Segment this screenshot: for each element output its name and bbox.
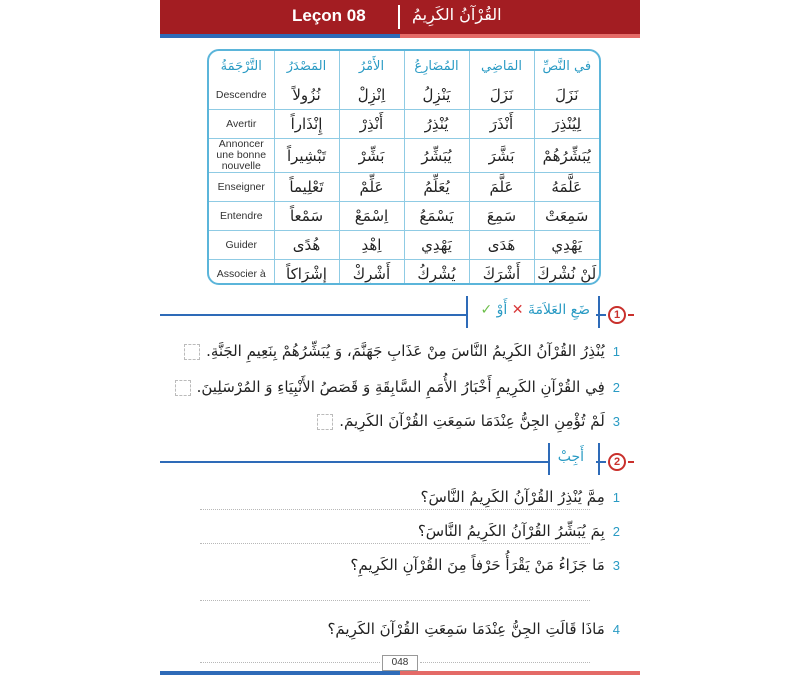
- exercise-1-item-2: 2فِي القُرْآنِ الكَرِيمِ أَخْبَارُ الأُمَمِ السَّابِقَةِ وَ قَصَصُ الأَنْبِيَاءِ وَ المُرْسَلِينَ.: [175, 378, 620, 396]
- table-row: [209, 231, 599, 260]
- table-row: [209, 260, 599, 286]
- answer-line[interactable]: [200, 543, 590, 544]
- lesson-title: القُرْآنُ الكَرِيمُ: [412, 5, 502, 24]
- verb-cell: يَهْدِي: [404, 231, 469, 260]
- verb-cell: هُدًى: [274, 231, 339, 260]
- translation-cell: Avertir: [209, 110, 274, 139]
- exercise-2-item-1: 1مِمَّ يُنْذِرُ القُرْآنُ الكَرِيمُ النَّاسَ؟: [420, 488, 620, 506]
- exercise-1-header: [160, 296, 640, 332]
- column-header: المَاضِي: [469, 51, 534, 81]
- column-header: التَّرْجَمَةُ: [209, 51, 274, 81]
- verb-cell: بَشِّرْ: [339, 139, 404, 173]
- verb-cell: إِشْرَاكاً: [274, 260, 339, 286]
- header-divider: [398, 5, 400, 29]
- verb-cell: يَنْزِلُ: [404, 81, 469, 110]
- table-row: [209, 202, 599, 231]
- verb-cell: يُعَلِّمُ: [404, 173, 469, 202]
- column-header: في النَّصِّ: [534, 51, 599, 81]
- verb-cell: عَلَّمَ: [469, 173, 534, 202]
- exercise-2-header: [160, 443, 640, 479]
- verb-cell: نَزَلَ: [469, 81, 534, 110]
- translation-cell: Entendre: [209, 202, 274, 231]
- verb-cell: هَدَى: [469, 231, 534, 260]
- footer-stripe: [160, 671, 640, 675]
- verb-cell: يَهْدِي: [534, 231, 599, 260]
- verb-cell: سَمْعاً: [274, 202, 339, 231]
- verb-cell: تَعْلِيماً: [274, 173, 339, 202]
- translation-cell: Descendre: [209, 81, 274, 110]
- check-icon: ✓: [480, 302, 493, 318]
- translation-cell: Annoncer une bonne nouvelle: [209, 139, 274, 173]
- verb-cell: اِسْمَعْ: [339, 202, 404, 231]
- table-header-row: [209, 51, 599, 81]
- exercise-number: 1: [608, 306, 626, 324]
- column-header: المُضَارِعُ: [404, 51, 469, 81]
- answer-checkbox[interactable]: [184, 344, 200, 360]
- answer-checkbox[interactable]: [317, 414, 333, 430]
- verb-cell: يُشْرِكُ: [404, 260, 469, 286]
- table-row: [209, 81, 599, 110]
- verb-cell: يُبَشِّرُهُمْ: [534, 139, 599, 173]
- verb-cell: عَلَّمَهُ: [534, 173, 599, 202]
- verb-cell: بَشَّرَ: [469, 139, 534, 173]
- exercise-1-instruction: ضَعِ العَلاَمَةَ ✕ أَوْ ✓: [480, 302, 590, 318]
- verb-cell: أَشْرَكَ: [469, 260, 534, 286]
- answer-checkbox[interactable]: [175, 380, 191, 396]
- translation-cell: Enseigner: [209, 173, 274, 202]
- conjugation-table: [207, 49, 601, 285]
- exercise-2-instruction: أَجِبْ: [557, 449, 584, 465]
- exercise-number: 2: [608, 453, 626, 471]
- verb-cell: نُزُولاً: [274, 81, 339, 110]
- exercise-2-item-3: 3مَا جَزَاءُ مَنْ يَقْرَأُ حَرْفاً مِنَ القُرْآنِ الكَرِيمِ؟: [350, 556, 620, 574]
- verb-cell: أَشْرِكْ: [339, 260, 404, 286]
- answer-line[interactable]: [200, 600, 590, 601]
- verb-cell: إِنْذَاراً: [274, 110, 339, 139]
- exercise-1-item-3: 3لَمْ تُؤْمِنِ الجِنُّ عِنْدَمَا سَمِعَتِ القُرْآنَ الكَرِيمَ.: [317, 412, 620, 430]
- page-number: 048: [382, 655, 418, 671]
- verb-cell: لَنْ نُشْرِكَ: [534, 260, 599, 286]
- header-stripe: [160, 34, 640, 38]
- exercise-2-item-4: 4مَاذَا قَالَتِ الجِنُّ عِنْدَمَا سَمِعَتِ القُرْآنَ الكَرِيمَ؟: [327, 620, 620, 638]
- verb-cell: يَسْمَعُ: [404, 202, 469, 231]
- answer-line[interactable]: [200, 662, 380, 663]
- translation-cell: Associer à: [209, 260, 274, 286]
- lesson-number: Leçon 08: [292, 6, 366, 25]
- verb-cell: سَمِعَتْ: [534, 202, 599, 231]
- verb-cell: لِيُنْذِرَ: [534, 110, 599, 139]
- cross-icon: ✕: [511, 302, 524, 318]
- table-row: [209, 173, 599, 202]
- verb-cell: أَنْذِرْ: [339, 110, 404, 139]
- page: [160, 0, 640, 683]
- verb-cell: عَلِّمْ: [339, 173, 404, 202]
- verb-cell: نَزَلَ: [534, 81, 599, 110]
- verb-cell: يُبَشِّرُ: [404, 139, 469, 173]
- verb-cell: تَبْشِيراً: [274, 139, 339, 173]
- table-row: [209, 139, 599, 173]
- verb-cell: اِهْدِ: [339, 231, 404, 260]
- column-header: المَصْدَرُ: [274, 51, 339, 81]
- verb-cell: سَمِعَ: [469, 202, 534, 231]
- exercise-1-item-1: 1يُنْذِرُ القُرْآنُ الكَرِيمُ النَّاسَ مِنْ عَذَابِ جَهَنَّمَ، وَ يُبَشِّرُهُمْ بِنَعِيمِ الجَنَّةِ.: [184, 342, 620, 360]
- column-header: الأَمْرُ: [339, 51, 404, 81]
- answer-line[interactable]: [420, 662, 590, 663]
- answer-line[interactable]: [200, 509, 590, 510]
- exercise-2-item-2: 2بِمَ يُبَشِّرُ القُرْآنُ الكَرِيمُ النَّاسَ؟: [417, 522, 620, 540]
- verb-cell: يُنْذِرُ: [404, 110, 469, 139]
- verb-cell: اِنْزِلْ: [339, 81, 404, 110]
- translation-cell: Guider: [209, 231, 274, 260]
- verb-cell: أَنْذَرَ: [469, 110, 534, 139]
- lesson-header: [160, 0, 640, 34]
- table-row: [209, 110, 599, 139]
